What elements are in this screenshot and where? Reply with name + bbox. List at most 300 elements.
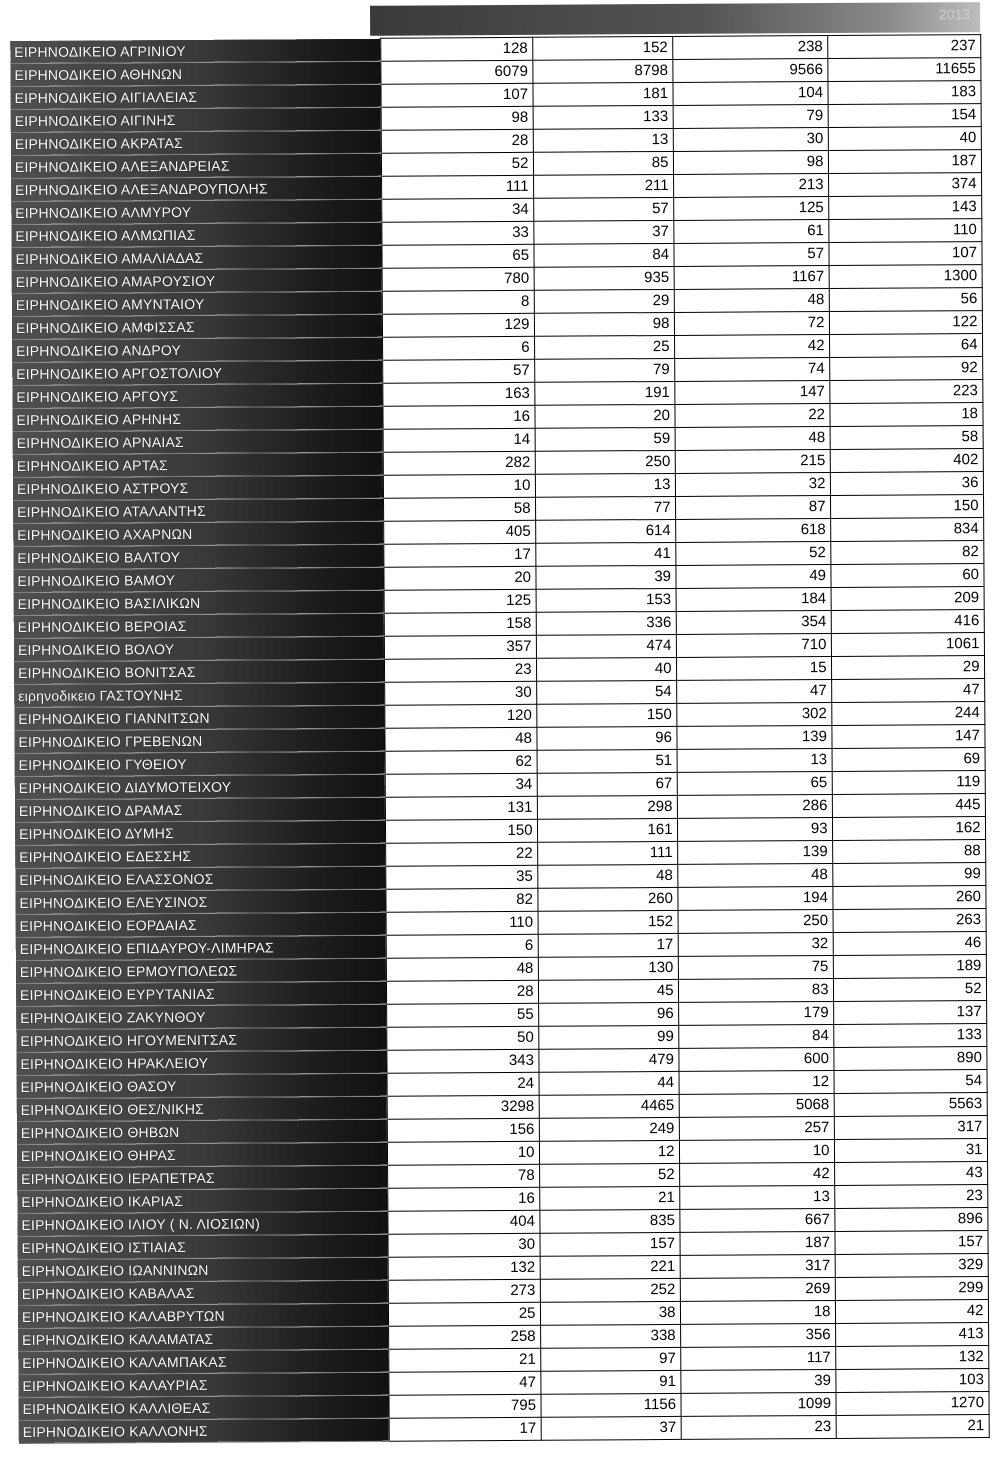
court-name-cell: ΕΙΡΗΝΟΔΙΚΕΙΟ ΘΑΣΟΥ — [17, 1073, 387, 1098]
value-cell-col4: 157 — [834, 1231, 987, 1255]
value-cell-col4: 18 — [829, 403, 982, 427]
value-cell-col1: 62 — [385, 750, 537, 774]
value-cell-col3: 179 — [678, 1001, 833, 1025]
value-cell-col3: 42 — [674, 335, 829, 359]
value-cell-col2: 250 — [535, 450, 675, 474]
value-cell-col1: 35 — [385, 865, 537, 889]
value-cell-col3: 187 — [679, 1231, 834, 1255]
value-cell-col1: 6079 — [380, 60, 532, 84]
value-cell-col4: 237 — [827, 35, 980, 59]
value-cell-col3: 139 — [677, 840, 832, 864]
value-cell-col3: 213 — [673, 174, 828, 198]
court-name-cell: ΕΙΡΗΝΟΔΙΚΕΙΟ ΙΚΑΡΙΑΣ — [17, 1188, 387, 1213]
court-name-cell: ΕΙΡΗΝΟΔΙΚΕΙΟ ΑΡΝΑΙΑΣ — [13, 429, 383, 454]
value-cell-col2: 12 — [539, 1140, 679, 1164]
value-cell-col2: 338 — [540, 1324, 680, 1348]
value-cell-col3: 215 — [675, 450, 830, 474]
court-name-cell: ΕΙΡΗΝΟΔΙΚΕΙΟ ΑΡΓΟΥΣ — [12, 383, 382, 408]
court-name-cell: ΕΙΡΗΝΟΔΙΚΕΙΟ ΑΜΑΡΟΥΣΙΟΥ — [12, 268, 382, 293]
value-cell-col1: 17 — [389, 1417, 541, 1441]
value-cell-col2: 157 — [539, 1232, 679, 1256]
value-cell-col3: 32 — [678, 932, 833, 956]
court-name-cell: ΕΙΡΗΝΟΔΙΚΕΙΟ ΕΛΕΥΣΙΝΟΣ — [15, 889, 385, 914]
value-cell-col3: 184 — [676, 587, 831, 611]
value-cell-col4: 374 — [828, 173, 981, 197]
value-cell-col2: 67 — [537, 772, 677, 796]
value-cell-col1: 158 — [384, 612, 536, 636]
court-name-cell: ΕΙΡΗΝΟΔΙΚΕΙΟ ΑΜΑΛΙΑΔΑΣ — [11, 245, 381, 270]
value-cell-col3: 87 — [675, 496, 830, 520]
value-cell-col2: 614 — [535, 519, 675, 543]
value-cell-col4: 244 — [831, 702, 984, 726]
value-cell-col4: 56 — [829, 288, 982, 312]
value-cell-col4: 187 — [828, 150, 981, 174]
value-cell-col4: 99 — [832, 863, 985, 887]
value-cell-col2: 38 — [540, 1301, 680, 1325]
value-cell-col4: 119 — [832, 771, 985, 795]
value-cell-col1: 24 — [387, 1072, 539, 1096]
value-cell-col3: 18 — [680, 1300, 835, 1324]
value-cell-col4: 223 — [829, 380, 982, 404]
value-cell-col2: 91 — [540, 1370, 680, 1394]
header-band — [370, 2, 980, 36]
value-cell-col3: 356 — [680, 1323, 835, 1347]
value-cell-col3: 117 — [680, 1346, 835, 1370]
value-cell-col2: 59 — [535, 427, 675, 451]
value-cell-col2: 77 — [535, 496, 675, 520]
value-cell-col4: 1061 — [831, 633, 984, 657]
value-cell-col4: 890 — [833, 1047, 986, 1071]
value-cell-col1: 30 — [387, 1233, 539, 1257]
value-cell-col4: 329 — [835, 1254, 988, 1278]
court-name-cell: ΕΙΡΗΝΟΔΙΚΕΙΟ ΑΘΗΝΩΝ — [10, 61, 380, 86]
court-name-cell: ΕΙΡΗΝΟΔΙΚΕΙΟ ΘΗΒΩΝ — [17, 1119, 387, 1144]
value-cell-col4: 29 — [831, 656, 984, 680]
court-name-cell: ΕΙΡΗΝΟΔΙΚΕΙΟ ΚΑΛΛΙΘΕΑΣ — [18, 1395, 388, 1420]
value-cell-col2: 45 — [538, 979, 678, 1003]
value-cell-col2: 479 — [538, 1048, 678, 1072]
court-name-cell: ΕΙΡΗΝΟΔΙΚΕΙΟ ΑΙΓΙΑΛΕΙΑΣ — [10, 84, 380, 109]
value-cell-col2: 111 — [537, 841, 677, 865]
value-cell-col3: 317 — [680, 1254, 835, 1278]
value-cell-col2: 51 — [537, 749, 677, 773]
value-cell-col4: 445 — [832, 794, 985, 818]
court-name-cell: ΕΙΡΗΝΟΔΙΚΕΙΟ ΔΥΜΗΣ — [15, 820, 385, 845]
court-name-cell: ΕΙΡΗΝΟΔΙΚΕΙΟ ΑΙΓΙΝΗΣ — [11, 107, 381, 132]
value-cell-col4: 317 — [834, 1116, 987, 1140]
value-cell-col1: 28 — [386, 980, 538, 1004]
value-cell-col1: 405 — [383, 520, 535, 544]
value-cell-col1: 17 — [383, 543, 535, 567]
value-cell-col4: 143 — [828, 196, 981, 220]
value-cell-col1: 343 — [386, 1049, 538, 1073]
court-name-cell: ΕΙΡΗΝΟΔΙΚΕΙΟ ΑΓΡΙΝΙΟΥ — [10, 38, 380, 63]
value-cell-col3: 65 — [677, 771, 832, 795]
value-cell-col3: 13 — [677, 748, 832, 772]
value-cell-col2: 252 — [540, 1278, 680, 1302]
value-cell-col2: 79 — [534, 358, 674, 382]
value-cell-col2: 221 — [540, 1255, 680, 1279]
value-cell-col2: 57 — [533, 197, 673, 221]
court-name-cell: ΕΙΡΗΝΟΔΙΚΕΙΟ ΗΓΟΥΜΕΝΙΤΣΑΣ — [16, 1027, 386, 1052]
value-cell-col3: 194 — [677, 886, 832, 910]
value-cell-col2: 44 — [539, 1071, 679, 1095]
value-cell-col4: 64 — [829, 334, 982, 358]
value-cell-col3: 22 — [674, 404, 829, 428]
court-name-cell: ΕΙΡΗΝΟΔΙΚΕΙΟ ΘΗΡΑΣ — [17, 1142, 387, 1167]
value-cell-col1: 110 — [386, 911, 538, 935]
court-name-cell: ΕΙΡΗΝΟΔΙΚΕΙΟ ΕΡΜΟΥΠΟΛΕΩΣ — [16, 958, 386, 983]
value-cell-col1: 795 — [388, 1394, 540, 1418]
value-cell-col2: 29 — [534, 289, 674, 313]
value-cell-col4: 122 — [829, 311, 982, 335]
header-year: 2013 — [938, 6, 971, 23]
value-cell-col1: 50 — [386, 1026, 538, 1050]
value-cell-col1: 6 — [382, 336, 534, 360]
value-cell-col3: 238 — [672, 36, 827, 60]
value-cell-col2: 39 — [535, 565, 675, 589]
value-cell-col4: 183 — [827, 81, 980, 105]
value-cell-col1: 150 — [385, 819, 537, 843]
value-cell-col3: 83 — [678, 978, 833, 1002]
value-cell-col4: 58 — [830, 426, 983, 450]
value-cell-col2: 4465 — [539, 1094, 679, 1118]
value-cell-col2: 191 — [534, 381, 674, 405]
value-cell-col3: 42 — [679, 1162, 834, 1186]
value-cell-col3: 48 — [674, 289, 829, 313]
value-cell-col2: 13 — [533, 128, 673, 152]
value-cell-col1: 128 — [380, 37, 532, 61]
court-name-cell: ΕΙΡΗΝΟΔΙΚΕΙΟ ΒΑΛΤΟΥ — [13, 544, 383, 569]
value-cell-col1: 111 — [381, 175, 533, 199]
court-name-cell: ΕΙΡΗΝΟΔΙΚΕΙΟ ΑΛΕΞΑΝΔΡΕΙΑΣ — [11, 153, 381, 178]
value-cell-col1: 132 — [388, 1256, 540, 1280]
value-cell-col3: 1099 — [680, 1392, 835, 1416]
value-cell-col4: 260 — [832, 886, 985, 910]
court-name-cell: ΕΙΡΗΝΟΔΙΚΕΙΟ ΙΛΙΟΥ ( Ν. ΛΙΟΣΙΩΝ) — [17, 1211, 387, 1236]
value-cell-col3: 286 — [677, 794, 832, 818]
court-name-cell: ΕΙΡΗΝΟΔΙΚΕΙΟ ΑΛΜΥΡΟΥ — [11, 199, 381, 224]
value-cell-col2: 130 — [538, 956, 678, 980]
value-cell-col1: 131 — [385, 796, 537, 820]
value-cell-col2: 37 — [533, 220, 673, 244]
value-cell-col1: 780 — [382, 267, 534, 291]
value-cell-col2: 181 — [532, 82, 672, 106]
value-cell-col2: 99 — [538, 1025, 678, 1049]
court-name-cell: ΕΙΡΗΝΟΔΙΚΕΙΟ ΚΑΒΑΛΑΣ — [18, 1280, 388, 1305]
value-cell-col3: 147 — [674, 381, 829, 405]
value-cell-col2: 133 — [533, 105, 673, 129]
court-name-cell: ΕΙΡΗΝΟΔΙΚΕΙΟ ΑΡΗΝΗΣ — [12, 406, 382, 431]
court-name-cell: ΕΙΡΗΝΟΔΙΚΕΙΟ ΙΩΑΝΝΙΝΩΝ — [18, 1257, 388, 1282]
value-cell-col2: 161 — [537, 818, 677, 842]
value-cell-col1: 33 — [381, 221, 533, 245]
value-cell-col4: 88 — [832, 840, 985, 864]
value-cell-col3: 84 — [678, 1024, 833, 1048]
value-cell-col2: 21 — [539, 1186, 679, 1210]
value-cell-col2: 98 — [534, 312, 674, 336]
value-cell-col4: 110 — [828, 219, 981, 243]
court-name-cell: ΕΙΡΗΝΟΔΙΚΕΙΟ ΓΡΕΒΕΝΩΝ — [14, 728, 384, 753]
value-cell-col3: 269 — [680, 1277, 835, 1301]
value-cell-col4: 46 — [833, 932, 986, 956]
value-cell-col4: 11655 — [827, 58, 980, 82]
value-cell-col3: 52 — [675, 541, 830, 565]
court-name-cell: ΕΙΡΗΝΟΔΙΚΕΙΟ ΑΛΜΩΠΙΑΣ — [11, 222, 381, 247]
value-cell-col4: 92 — [829, 357, 982, 381]
value-cell-col1: 28 — [381, 129, 533, 153]
value-cell-col4: 5563 — [834, 1093, 987, 1117]
court-name-cell: ΕΙΡΗΝΟΔΙΚΕΙΟ ΚΑΛΑΜΠΑΚΑΣ — [18, 1349, 388, 1374]
value-cell-col2: 96 — [536, 726, 676, 750]
value-cell-col2: 96 — [538, 1002, 678, 1026]
court-name-cell: ΕΙΡΗΝΟΔΙΚΕΙΟ ΘΕΣ/ΝΙΚΗΣ — [17, 1096, 387, 1121]
value-cell-col3: 72 — [674, 312, 829, 336]
value-cell-col3: 23 — [681, 1415, 836, 1439]
value-cell-col3: 39 — [680, 1369, 835, 1393]
value-cell-col3: 93 — [677, 817, 832, 841]
value-cell-col3: 74 — [674, 358, 829, 382]
value-cell-col1: 125 — [384, 589, 536, 613]
value-cell-col3: 667 — [679, 1208, 834, 1232]
value-cell-col3: 75 — [678, 955, 833, 979]
value-cell-col1: 58 — [383, 497, 535, 521]
value-cell-col4: 162 — [832, 817, 985, 841]
value-cell-col1: 156 — [387, 1118, 539, 1142]
value-cell-col4: 402 — [830, 449, 983, 473]
court-name-cell: ΕΙΡΗΝΟΔΙΚΕΙΟ ΑΜΦΙΣΣΑΣ — [12, 314, 382, 339]
value-cell-col4: 42 — [835, 1300, 988, 1324]
value-cell-col3: 257 — [679, 1116, 834, 1140]
value-cell-col2: 1156 — [540, 1393, 680, 1417]
value-cell-col3: 57 — [673, 243, 828, 267]
value-cell-col2: 20 — [534, 404, 674, 428]
value-cell-col4: 189 — [833, 955, 986, 979]
court-name-cell: ΕΙΡΗΝΟΔΙΚΕΙΟ ΑΝΔΡΟΥ — [12, 337, 382, 362]
value-cell-col3: 5068 — [679, 1093, 834, 1117]
value-cell-col4: 54 — [834, 1070, 987, 1094]
value-cell-col2: 48 — [537, 864, 677, 888]
value-cell-col4: 107 — [828, 242, 981, 266]
value-cell-col3: 354 — [676, 610, 831, 634]
value-cell-col1: 357 — [384, 635, 536, 659]
value-cell-col1: 20 — [383, 566, 535, 590]
court-name-cell: ΕΙΡΗΝΟΔΙΚΕΙΟ ΒΟΛΟΥ — [14, 636, 384, 661]
value-cell-col1: 30 — [384, 681, 536, 705]
value-cell-col4: 137 — [833, 1001, 986, 1025]
value-cell-col2: 260 — [537, 887, 677, 911]
court-name-cell: ΕΙΡΗΝΟΔΙΚΕΙΟ ΚΑΛΑΜΑΤΑΣ — [18, 1326, 388, 1351]
value-cell-col4: 82 — [830, 541, 983, 565]
value-cell-col4: 36 — [830, 472, 983, 496]
value-cell-col2: 52 — [539, 1163, 679, 1187]
value-cell-col2: 152 — [538, 910, 678, 934]
value-cell-col3: 48 — [677, 863, 832, 887]
value-cell-col1: 57 — [382, 359, 534, 383]
value-cell-col4: 23 — [834, 1185, 987, 1209]
court-name-cell: ΕΙΡΗΝΟΔΙΚΕΙΟ ΒΟΝΙΤΣΑΣ — [14, 659, 384, 684]
value-cell-col2: 835 — [539, 1209, 679, 1233]
value-cell-col4: 263 — [833, 909, 986, 933]
value-cell-col2: 85 — [533, 151, 673, 175]
court-name-cell: ΕΙΡΗΝΟΔΙΚΕΙΟ ΕΟΡΔΑΙΑΣ — [16, 912, 386, 937]
value-cell-col2: 298 — [537, 795, 677, 819]
value-cell-col1: 6 — [386, 934, 538, 958]
value-cell-col4: 40 — [828, 127, 981, 151]
value-cell-col3: 15 — [676, 656, 831, 680]
value-cell-col4: 43 — [834, 1162, 987, 1186]
value-cell-col3: 61 — [673, 220, 828, 244]
court-name-cell: ΕΙΡΗΝΟΔΙΚΕΙΟ ΒΑΜΟΥ — [13, 567, 383, 592]
court-name-cell: ΕΙΡΗΝΟΔΙΚΕΙΟ ΕΔΕΣΣΗΣ — [15, 843, 385, 868]
value-cell-col2: 8798 — [532, 59, 672, 83]
value-cell-col1: 48 — [386, 957, 538, 981]
value-cell-col4: 31 — [834, 1139, 987, 1163]
court-name-cell: ΕΙΡΗΝΟΔΙΚΕΙΟ ΑΚΡΑΤΑΣ — [11, 130, 381, 155]
value-cell-col2: 13 — [535, 473, 675, 497]
value-cell-col3: 250 — [678, 909, 833, 933]
value-cell-col2: 150 — [536, 703, 676, 727]
value-cell-col4: 209 — [831, 587, 984, 611]
value-cell-col1: 21 — [388, 1348, 540, 1372]
value-cell-col4: 1270 — [835, 1392, 988, 1416]
value-cell-col1: 8 — [382, 290, 534, 314]
court-name-cell: ΕΙΡΗΝΟΔΙΚΕΙΟ ΔΙΔΥΜΟΤΕΙΧΟΥ — [15, 774, 385, 799]
value-cell-col2: 54 — [536, 680, 676, 704]
value-cell-col4: 1300 — [829, 265, 982, 289]
court-name-cell: ΕΙΡΗΝΟΔΙΚΕΙΟ ΚΑΛΑΒΡΥΤΩΝ — [18, 1303, 388, 1328]
value-cell-col3: 13 — [679, 1185, 834, 1209]
value-cell-col1: 129 — [382, 313, 534, 337]
value-cell-col4: 132 — [835, 1346, 988, 1370]
value-cell-col1: 25 — [388, 1302, 540, 1326]
court-name-cell: ΕΙΡΗΝΟΔΙΚΕΙΟ ΑΣΤΡΟΥΣ — [13, 475, 383, 500]
value-cell-col3: 125 — [673, 197, 828, 221]
court-name-cell: ΕΙΡΗΝΟΔΙΚΕΙΟ ΑΜΥΝΤΑΙΟΥ — [12, 291, 382, 316]
value-cell-col4: 834 — [830, 518, 983, 542]
value-cell-col1: 10 — [383, 474, 535, 498]
value-cell-col2: 474 — [536, 634, 676, 658]
court-name-cell: ΕΙΡΗΝΟΔΙΚΕΙΟ ΑΛΕΞΑΝΔΡΟΥΠΟΛΗΣ — [11, 176, 381, 201]
value-cell-col1: 98 — [381, 106, 533, 130]
value-cell-col3: 1167 — [674, 266, 829, 290]
value-cell-col4: 47 — [831, 679, 984, 703]
value-cell-col3: 30 — [673, 128, 828, 152]
court-name-cell: ΕΙΡΗΝΟΔΙΚΕΙΟ ΒΑΣΙΛΙΚΩΝ — [14, 590, 384, 615]
scanned-sheet — [10, 2, 989, 1458]
value-cell-col3: 49 — [675, 564, 830, 588]
value-cell-col3: 710 — [676, 633, 831, 657]
court-name-cell: ΕΙΡΗΝΟΔΙΚΕΙΟ ΚΑΛΛΟΝΗΣ — [19, 1418, 389, 1443]
court-name-cell: ΕΙΡΗΝΟΔΙΚΕΙΟ ΚΑΛΑΥΡΙΑΣ — [18, 1372, 388, 1397]
value-cell-col3: 139 — [676, 725, 831, 749]
value-cell-col1: 47 — [388, 1371, 540, 1395]
value-cell-col1: 34 — [381, 198, 533, 222]
court-name-cell: ΕΙΡΗΝΟΔΙΚΕΙΟ ΙΣΤΙΑΙΑΣ — [18, 1234, 388, 1259]
value-cell-col1: 34 — [385, 773, 537, 797]
court-name-cell: ΕΙΡΗΝΟΔΙΚΕΙΟ ΒΕΡΟΙΑΣ — [14, 613, 384, 638]
value-cell-col4: 103 — [835, 1369, 988, 1393]
value-cell-col3: 48 — [675, 427, 830, 451]
court-name-cell: ΕΙΡΗΝΟΔΙΚΕΙΟ ΑΡΓΟΣΤΟΛΙΟΥ — [12, 360, 382, 385]
court-name-cell: ΕΙΡΗΝΟΔΙΚΕΙΟ ΕΠΙΔΑΥΡΟΥ-ΛΙΜΗΡΑΣ — [16, 935, 386, 960]
court-name-cell: ΕΙΡΗΝΟΔΙΚΕΙΟ ΗΡΑΚΛΕΙΟΥ — [16, 1050, 386, 1075]
value-cell-col3: 98 — [673, 151, 828, 175]
value-cell-col1: 22 — [385, 842, 537, 866]
value-cell-col2: 40 — [536, 657, 676, 681]
value-cell-col1: 16 — [387, 1187, 539, 1211]
value-cell-col2: 37 — [541, 1416, 681, 1440]
value-cell-col2: 153 — [536, 588, 676, 612]
value-cell-col1: 107 — [380, 83, 532, 107]
value-cell-col3: 79 — [673, 105, 828, 129]
value-cell-col4: 147 — [831, 725, 984, 749]
value-cell-col2: 211 — [533, 174, 673, 198]
value-cell-col4: 21 — [836, 1415, 989, 1439]
value-cell-col2: 935 — [534, 266, 674, 290]
value-cell-col4: 154 — [828, 104, 981, 128]
value-cell-col1: 120 — [384, 704, 536, 728]
value-cell-col1: 3298 — [387, 1095, 539, 1119]
value-cell-col1: 52 — [381, 152, 533, 176]
value-cell-col4: 150 — [830, 495, 983, 519]
value-cell-col1: 65 — [381, 244, 533, 268]
value-cell-col4: 133 — [833, 1024, 986, 1048]
value-cell-col1: 273 — [388, 1279, 540, 1303]
value-cell-col4: 896 — [834, 1208, 987, 1232]
value-cell-col4: 413 — [835, 1323, 988, 1347]
court-name-cell: ΕΙΡΗΝΟΔΙΚΕΙΟ ΑΧΑΡΝΩΝ — [13, 521, 383, 546]
court-name-cell: ΕΙΡΗΝΟΔΙΚΕΙΟ ΙΕΡΑΠΕΤΡΑΣ — [17, 1165, 387, 1190]
table-body — [10, 35, 989, 1444]
value-cell-col2: 17 — [538, 933, 678, 957]
value-cell-col3: 104 — [672, 82, 827, 106]
court-name-cell: ΕΙΡΗΝΟΔΙΚΕΙΟ ΔΡΑΜΑΣ — [15, 797, 385, 822]
value-cell-col3: 47 — [676, 679, 831, 703]
value-cell-col3: 32 — [675, 473, 830, 497]
value-cell-col4: 416 — [831, 610, 984, 634]
value-cell-col1: 258 — [388, 1325, 540, 1349]
value-cell-col2: 249 — [539, 1117, 679, 1141]
value-cell-col3: 600 — [678, 1047, 833, 1071]
value-cell-col3: 618 — [675, 518, 830, 542]
value-cell-col2: 25 — [534, 335, 674, 359]
value-cell-col1: 78 — [387, 1164, 539, 1188]
value-cell-col1: 55 — [386, 1003, 538, 1027]
value-cell-col1: 10 — [387, 1141, 539, 1165]
value-cell-col4: 69 — [832, 748, 985, 772]
court-cases-table — [10, 34, 989, 1444]
value-cell-col1: 404 — [387, 1210, 539, 1234]
court-name-cell: ΕΙΡΗΝΟΔΙΚΕΙΟ ΓΙΑΝΝΙΤΣΩΝ — [14, 705, 384, 730]
court-name-cell: ΕΙΡΗΝΟΔΙΚΕΙΟ ΕΥΡΥΤΑΝΙΑΣ — [16, 981, 386, 1006]
value-cell-col1: 48 — [384, 727, 536, 751]
value-cell-col2: 41 — [535, 542, 675, 566]
value-cell-col1: 163 — [382, 382, 534, 406]
value-cell-col3: 9566 — [672, 59, 827, 83]
value-cell-col4: 299 — [835, 1277, 988, 1301]
value-cell-col2: 97 — [540, 1347, 680, 1371]
court-name-cell: ειρηνοδικειο ΓΑΣΤΟΥΝΗΣ — [14, 682, 384, 707]
value-cell-col2: 152 — [532, 36, 672, 60]
court-name-cell: ΕΙΡΗΝΟΔΙΚΕΙΟ ΑΡΤΑΣ — [13, 452, 383, 477]
value-cell-col2: 336 — [536, 611, 676, 635]
value-cell-col2: 84 — [533, 243, 673, 267]
value-cell-col3: 302 — [676, 702, 831, 726]
court-name-cell: ΕΙΡΗΝΟΔΙΚΕΙΟ ΑΤΑΛΑΝΤΗΣ — [13, 498, 383, 523]
court-name-cell: ΕΙΡΗΝΟΔΙΚΕΙΟ ΓΥΘΕΙΟΥ — [15, 751, 385, 776]
value-cell-col3: 12 — [679, 1070, 834, 1094]
